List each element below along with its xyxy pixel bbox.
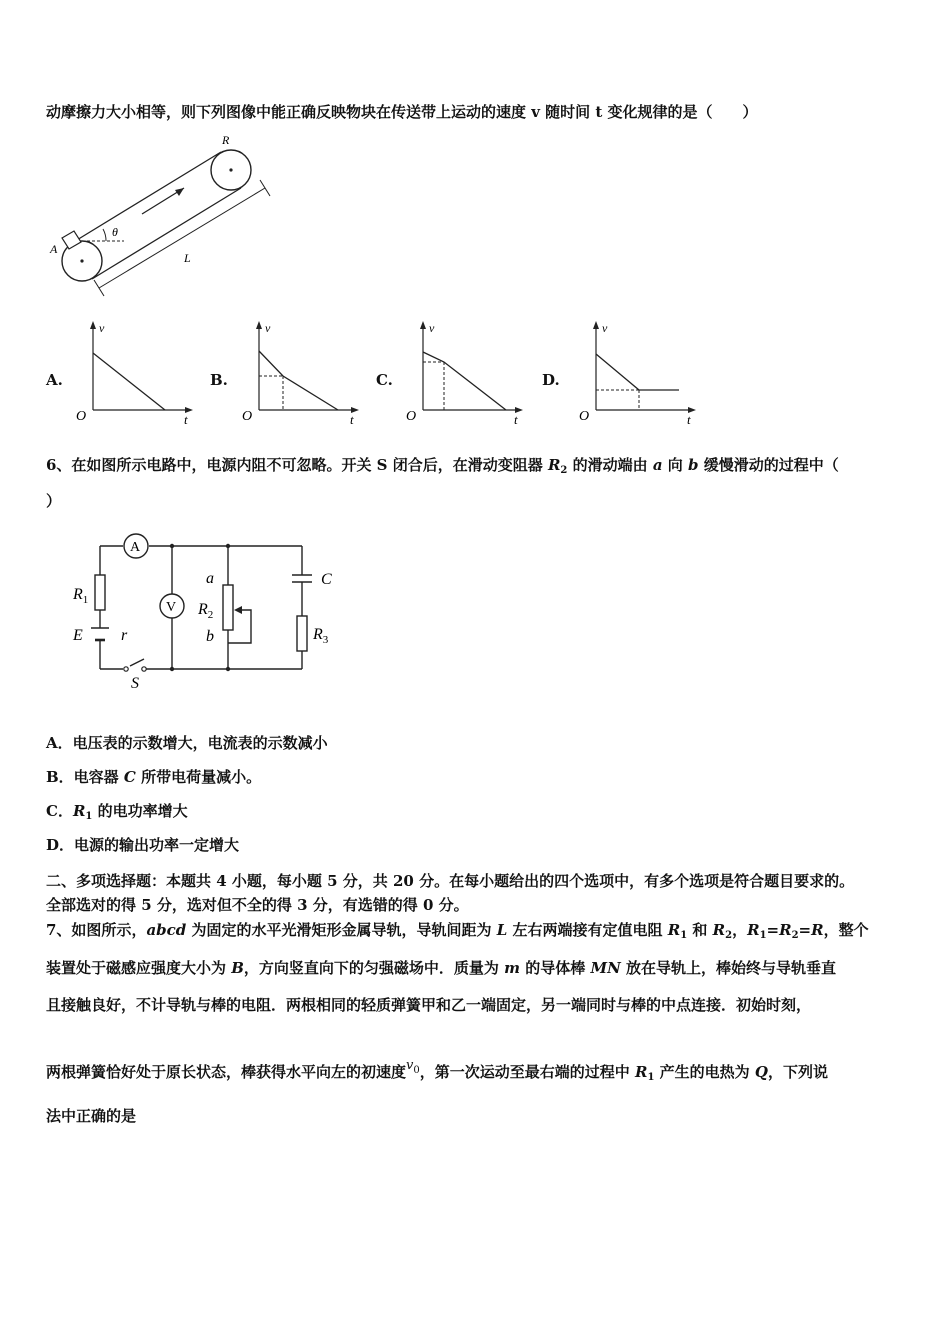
- axis-v: v: [265, 321, 271, 335]
- q7-line3: 且接触良好，不计导轨与棒的电阻．两根相同的轻质弹簧甲和乙一端固定，另一端同时与棒的中点连接．初始时刻，: [46, 996, 812, 1014]
- q5-graph-b: [238, 318, 368, 428]
- circuit-diagram: [66, 530, 356, 695]
- conveyor-belt-figure: [44, 128, 284, 300]
- origin: O: [406, 409, 417, 424]
- q7-line5: 法中正确的是: [46, 1107, 137, 1125]
- axis-v: v: [602, 321, 608, 335]
- label-r2: $R_2$: [198, 601, 214, 621]
- resistor-r2: [223, 585, 233, 630]
- label-r1: $R_1$: [73, 586, 89, 606]
- q5-option-d-label[interactable]: D.: [542, 371, 560, 389]
- q5-graph-d-line: [596, 354, 679, 390]
- label-theta: θ: [112, 225, 118, 239]
- axis-t: t: [350, 412, 354, 427]
- label-b: b: [206, 628, 214, 645]
- q7-line2: 装置处于磁感应强度大小为 B，方向竖直向下的匀强磁场中．质量为 m 的导体棒 MN 放在导轨上，棒始终与导轨垂直: [46, 959, 837, 977]
- q6-stem-line1: 6、在如图所示电路中，电源内阻不可忽略。开关 S 闭合后，在滑动变阻器 $R_2$ 的滑动端由 a 向 b 缓慢滑动的过程中（: [46, 456, 839, 476]
- label-A: A: [50, 242, 58, 256]
- q6-option-d[interactable]: D．电源的输出功率一定增大: [46, 836, 240, 854]
- axis-v: v: [99, 321, 105, 335]
- origin: O: [579, 409, 590, 424]
- label-s: S: [131, 675, 139, 692]
- axis-v: v: [429, 321, 435, 335]
- q6-option-b[interactable]: B．电容器 C 所带电荷量减小。: [46, 768, 262, 786]
- resistor-r3: [297, 616, 307, 651]
- q7-line1: 7、如图所示，abcd 为固定的水平光滑矩形金属导轨，导轨间距为 L 左右两端接有定值电阻 $R_1$ 和 $R_2$，$R_1=R_2=R$，整个: [46, 921, 869, 941]
- axis-t: t: [514, 412, 518, 427]
- section2-line2: 全部选对的得 5 分，选对但不全的得 3 分，有选错的得 0 分。: [46, 896, 469, 914]
- q5-graph-a: [72, 318, 202, 428]
- label-r3: $R_3$: [313, 626, 329, 646]
- axis-t: t: [687, 412, 691, 427]
- q5-option-b-label[interactable]: B.: [210, 371, 228, 389]
- svg-text:A: A: [130, 540, 141, 555]
- section2-line1: 二、多项选择题：本题共 4 小题，每小题 5 分，共 20 分。在每小题给出的四个选项中，有多个选项是符合题目要求的。: [46, 872, 855, 890]
- origin: O: [76, 409, 87, 424]
- q5-graph-a-line: [93, 353, 165, 410]
- q6-option-a[interactable]: A．电压表的示数增大，电流表的示数减小: [46, 734, 328, 752]
- axis-t: t: [184, 412, 188, 427]
- label-L: L: [184, 251, 191, 265]
- q5-option-c-label[interactable]: C.: [376, 371, 393, 389]
- label-a: a: [206, 570, 214, 587]
- q5-option-a-label[interactable]: A.: [46, 371, 63, 389]
- resistor-r1: [95, 575, 105, 610]
- q5-stem: 动摩擦力大小相等，则下列图像中能正确反映物块在传送带上运动的速度 v 随时间 t 变化规律的是（ ）: [46, 103, 758, 121]
- q5-graph-b-line: [259, 351, 338, 410]
- svg-text:V: V: [166, 600, 177, 615]
- q7-line4: 两根弹簧恰好处于原长状态，棒获得水平向左的初速度$v^0$，第一次运动至最右端的过程中 $R_1$ 产生的电热为 Q，下列说: [46, 1058, 828, 1083]
- label-e: E: [73, 627, 83, 644]
- q5-graph-d: [575, 318, 705, 428]
- label-r: r: [121, 627, 128, 644]
- origin: O: [242, 409, 253, 424]
- q5-graph-c: [402, 318, 532, 428]
- label-R: R: [222, 133, 230, 147]
- label-c: C: [321, 571, 332, 588]
- q6-option-c[interactable]: C．$R_1$ 的电功率增大: [46, 802, 188, 822]
- q5-graph-c-line: [423, 352, 506, 410]
- q6-stem-line2: ）: [46, 492, 62, 510]
